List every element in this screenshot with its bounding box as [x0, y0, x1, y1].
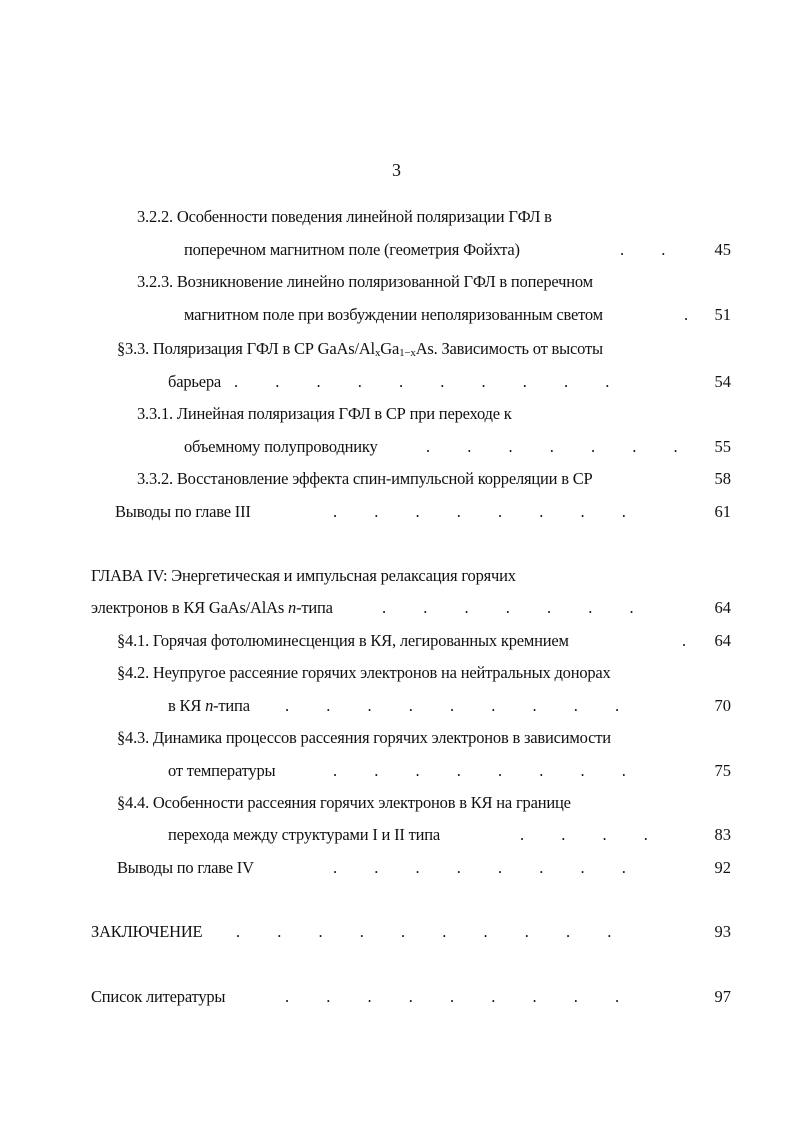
toc-line: Выводы по главе III	[115, 502, 251, 521]
toc-line: §4.4. Особенности рассеяния горячих электронов в КЯ на границе	[117, 793, 571, 812]
leader-dots: . . . . . . . .	[333, 502, 626, 521]
toc-line: Список литературы	[91, 987, 226, 1006]
toc-page: 93	[714, 922, 731, 941]
toc-line: §3.3. Поляризация ГФЛ в СР GaAs/$Al_xGa_{1-x}As$. Зависимость от высоты	[117, 339, 603, 359]
toc-page: 70	[714, 696, 731, 715]
toc-line: барьера	[168, 372, 221, 391]
toc-line: 3.3.2. Восстановление эффекта спин-импульсной корреляции в СР	[137, 469, 593, 488]
toc-line: электронов в КЯ GaAs/AlAs n-типа	[91, 598, 333, 617]
toc-line: ГЛАВА IV: Энергетическая и импульсная релаксация горячих	[91, 566, 516, 585]
toc-page: 83	[714, 825, 731, 844]
toc-page: 64	[714, 631, 731, 650]
toc-line: §4.1. Горячая фотолюминесценция в КЯ, легированных кремнием	[117, 631, 569, 650]
leader-dots: . . . . . . . . . .	[234, 372, 610, 391]
toc-page: 58	[714, 469, 731, 488]
toc-page: 64	[714, 598, 731, 617]
toc-line: §4.2. Неупругое рассеяние горячих электронов на нейтральных донорах	[117, 663, 611, 682]
leader-dots: . . . . . . . . .	[285, 987, 620, 1006]
toc-page: 61	[714, 502, 731, 521]
leader-dots: .	[682, 631, 687, 650]
toc-line: поперечном магнитном поле (геометрия Фойхта)	[184, 240, 520, 259]
toc-page: 97	[714, 987, 731, 1006]
leader-dots: . . . . . . . . .	[285, 696, 620, 715]
page-number: 3	[392, 160, 401, 180]
toc-page: 45	[714, 240, 731, 259]
toc-page: 75	[714, 761, 731, 780]
toc-line: 3.2.3. Возникновение линейно поляризованной ГФЛ в поперечном	[137, 272, 593, 291]
toc-line: объемному полупроводнику	[184, 437, 378, 456]
toc-line: §4.3. Динамика процессов рассеяния горячих электронов в зависимости	[117, 728, 611, 747]
leader-dots: . . . . . . .	[426, 437, 678, 456]
leader-dots: . .	[620, 240, 666, 259]
toc-page: 92	[714, 858, 731, 877]
leader-dots: . . . . . . . .	[333, 858, 626, 877]
toc-page: 55	[714, 437, 731, 456]
toc-page: 54	[714, 372, 731, 391]
toc-line: от температуры	[168, 761, 276, 780]
leader-dots: . . . . . . .	[382, 598, 634, 617]
leader-dots: . . . . . . . .	[333, 761, 626, 780]
toc-page: 51	[714, 305, 731, 324]
leader-dots: .	[684, 305, 689, 324]
leader-dots: . . . .	[520, 825, 648, 844]
toc-line: ЗАКЛЮЧЕНИЕ	[91, 922, 203, 941]
toc-line: Выводы по главе IV	[117, 858, 254, 877]
toc-line: перехода между структурами I и II типа	[168, 825, 440, 844]
toc-line: 3.3.1. Линейная поляризация ГФЛ в СР при переходе к	[137, 404, 512, 423]
leader-dots: . . . . . . . . . .	[236, 922, 612, 941]
toc-line: магнитном поле при возбуждении неполяризованным светом	[184, 305, 603, 324]
toc-line: в КЯ n-типа	[168, 696, 250, 715]
toc-line: 3.2.2. Особенности поведения линейной поляризации ГФЛ в	[137, 207, 552, 226]
